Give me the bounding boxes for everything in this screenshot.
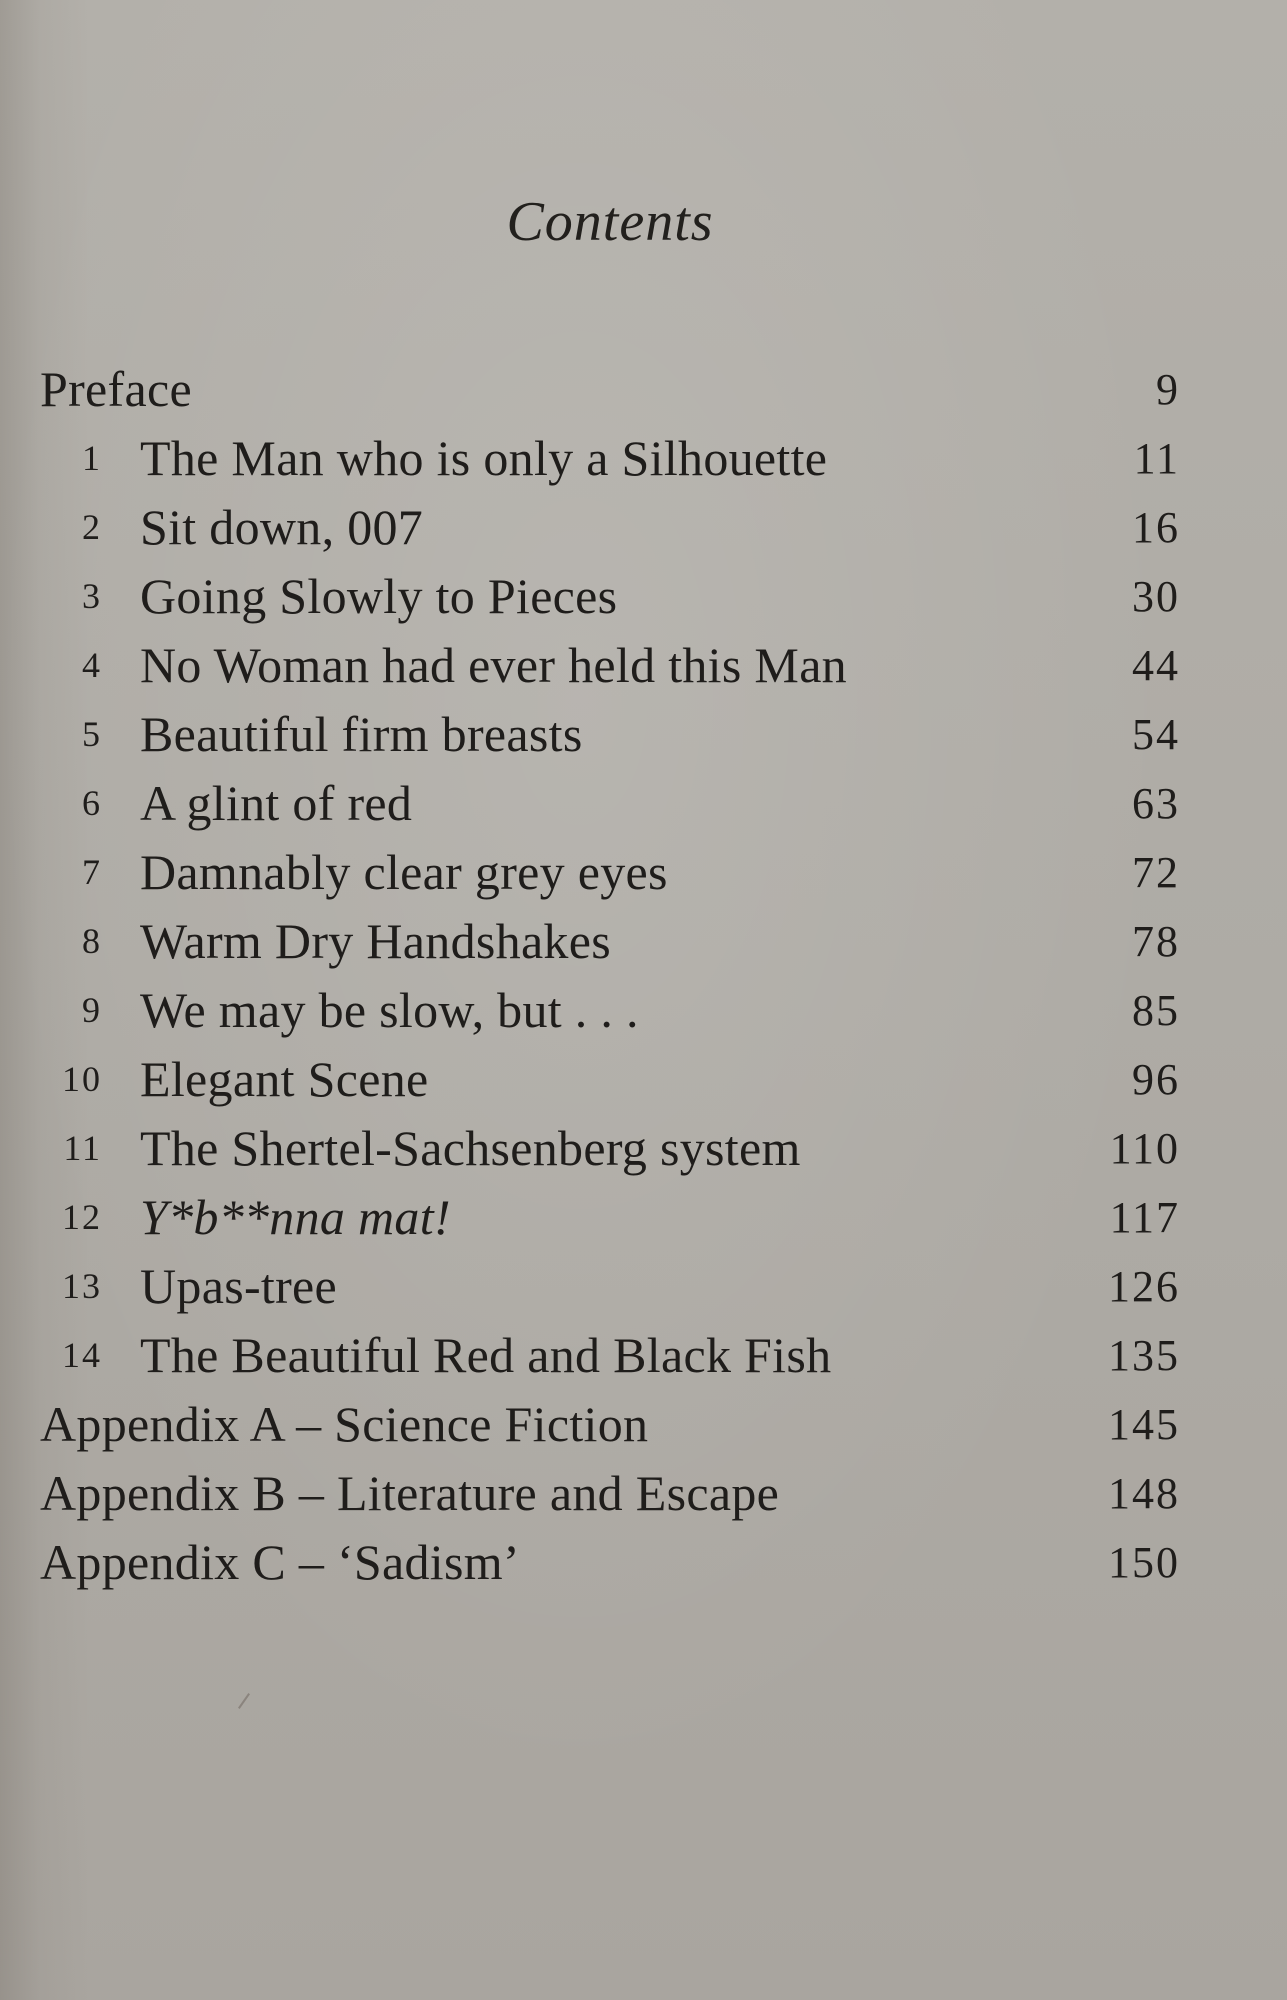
toc-entry-number: 12: [62, 1197, 102, 1237]
toc-entry-page: 54: [1132, 710, 1180, 759]
toc-entry-title: Beautiful firm breasts: [140, 706, 583, 762]
toc-entry-title: The Man who is only a Silhouette: [140, 430, 828, 486]
toc-entry-preface: [40, 355, 1180, 424]
toc-entry-page: 78: [1132, 917, 1180, 966]
toc-entry-number: 3: [82, 576, 102, 616]
toc-entry-chapter-11: [40, 1114, 1180, 1183]
toc-entry-title: Upas-tree: [140, 1258, 338, 1314]
toc-entry-title: Damnably clear grey eyes: [140, 844, 668, 900]
toc-entry-chapter-14: [40, 1321, 1180, 1390]
toc-entry-title: We may be slow, but . . .: [140, 982, 639, 1038]
toc-entry-page: 117: [1109, 1193, 1180, 1242]
toc-entry-title: Going Slowly to Pieces: [140, 568, 618, 624]
toc-entry-page: 148: [1108, 1469, 1180, 1518]
toc-entry-number: 10: [62, 1059, 102, 1099]
toc-entry-title: No Woman had ever held this Man: [140, 637, 847, 693]
toc-entry-chapter-6: [40, 769, 1180, 838]
toc-entry-title: Y*b**nna mat!: [140, 1189, 451, 1245]
toc-entry-page: 150: [1108, 1538, 1180, 1587]
toc-entry-page: 135: [1108, 1331, 1180, 1380]
toc-entry-page: 110: [1109, 1124, 1180, 1173]
toc-entry-chapter-4: [40, 631, 1180, 700]
toc-entry-title: Warm Dry Handshakes: [140, 913, 611, 969]
toc-entry-appendix-a: [40, 1390, 1180, 1459]
toc-entry-page: 145: [1108, 1400, 1180, 1449]
toc-entry-appendix-b: [40, 1459, 1180, 1528]
toc-entry-appendix-c: [40, 1528, 1180, 1597]
toc-entry-number: 5: [82, 714, 102, 754]
toc-entry-number: 1: [82, 438, 102, 478]
toc-entry-page: 30: [1132, 572, 1180, 621]
paper-scuff-mark: [238, 1693, 250, 1709]
toc-entry-page: 85: [1132, 986, 1180, 1035]
toc-entry-chapter-10: [40, 1045, 1180, 1114]
toc-entry-title: Appendix A – Science Fiction: [40, 1396, 649, 1452]
toc-entry-number: 8: [82, 921, 102, 961]
toc-entry-page: 63: [1132, 779, 1180, 828]
toc-entry-title: Sit down, 007: [140, 499, 424, 555]
toc-entry-page: 9: [1156, 365, 1180, 414]
toc-entry-title: Appendix C – ‘Sadism’: [40, 1534, 520, 1590]
table-of-contents: [40, 355, 1180, 1597]
toc-entry-page: 96: [1132, 1055, 1180, 1104]
toc-entry-number: 11: [63, 1128, 102, 1168]
toc-entry-number: 14: [62, 1335, 102, 1375]
toc-entry-page: 11: [1133, 434, 1180, 483]
toc-entry-chapter-8: [40, 907, 1180, 976]
toc-entry-title: The Shertel-Sachsenberg system: [140, 1120, 801, 1176]
toc-entry-title: The Beautiful Red and Black Fish: [140, 1327, 832, 1383]
toc-entry-number: 2: [82, 507, 102, 547]
toc-entry-chapter-5: [40, 700, 1180, 769]
toc-entry-chapter-7: [40, 838, 1180, 907]
toc-entry-title: A glint of red: [140, 775, 413, 831]
toc-entry-title: Preface: [40, 361, 192, 417]
toc-entry-page: 44: [1132, 641, 1180, 690]
toc-entry-chapter-9: [40, 976, 1180, 1045]
toc-entry-page: 126: [1108, 1262, 1180, 1311]
toc-entry-title: Elegant Scene: [140, 1051, 429, 1107]
toc-entry-number: 7: [82, 852, 102, 892]
toc-entry-number: 13: [62, 1266, 102, 1306]
toc-entry-page: 72: [1132, 848, 1180, 897]
toc-entry-title: Appendix B – Literature and Escape: [40, 1465, 780, 1521]
toc-entry-number: 4: [82, 645, 102, 685]
toc-entry-chapter-13: [40, 1252, 1180, 1321]
toc-entry-page: 16: [1132, 503, 1180, 552]
toc-entry-chapter-1: [40, 424, 1180, 493]
page-title: Contents: [506, 191, 714, 253]
toc-entry-chapter-2: [40, 493, 1180, 562]
toc-entry-chapter-12: [40, 1183, 1180, 1252]
toc-entry-chapter-3: [40, 562, 1180, 631]
toc-entry-number: 6: [82, 783, 102, 823]
toc-entry-number: 9: [82, 990, 102, 1030]
